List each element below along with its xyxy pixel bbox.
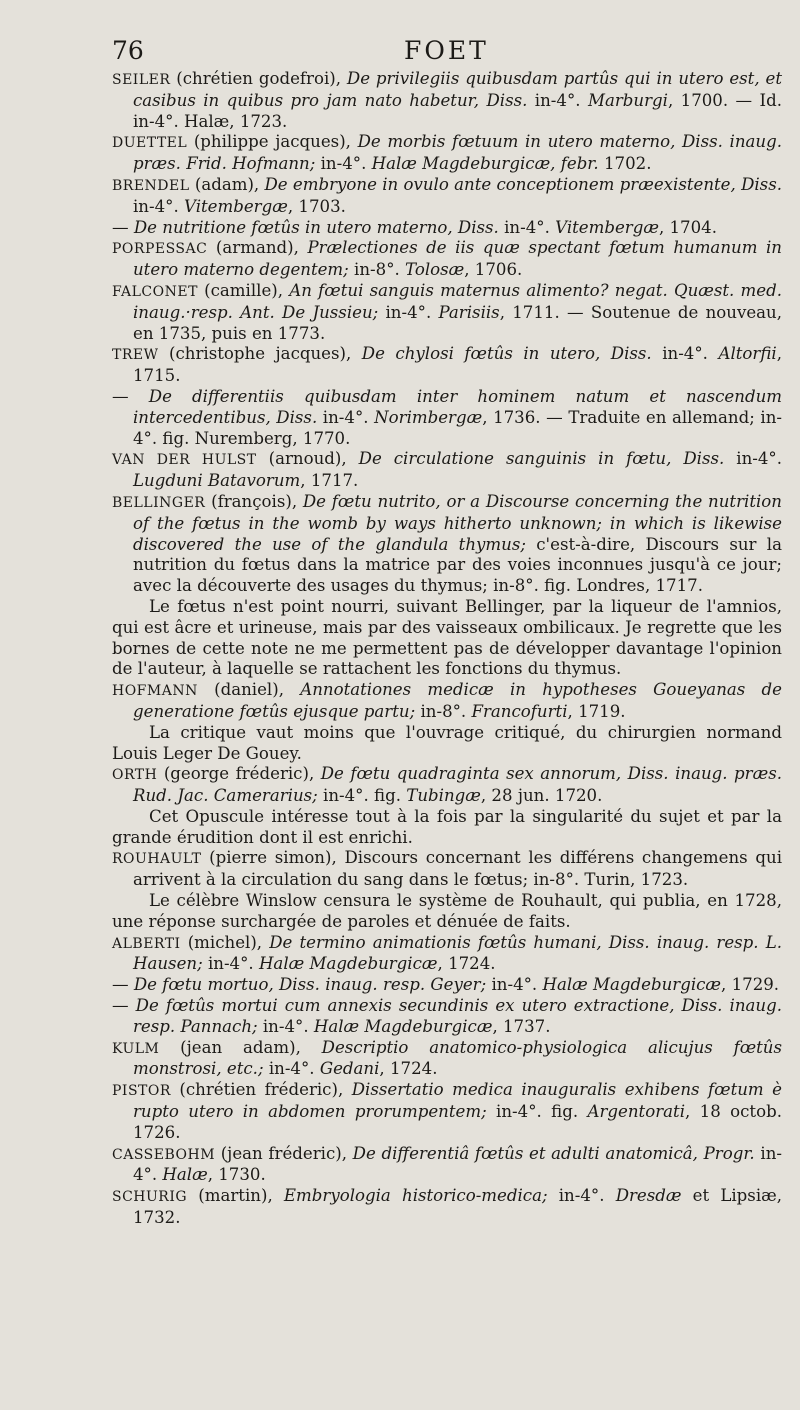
- bibliography-entry: [112, 238, 782, 281]
- commentary-note: [112, 723, 782, 765]
- note-text: Le célèbre Winslow censura le système de Rouhault, qui publia, en 1728, une réponse surchargée de paroles et dénuée de faits.: [112, 891, 782, 931]
- publication-details: in-4°.: [486, 975, 543, 995]
- publication-date: , 1729.: [721, 975, 780, 995]
- bibliography-entry: [112, 848, 782, 891]
- author-name: PORPESSAC: [112, 241, 208, 258]
- work-title: De differentiâ fœtûs et adulti anatomicâ, Progr.: [352, 1143, 755, 1163]
- work-title: De nutritione fœtûs in utero materno, Diss.: [133, 217, 499, 237]
- publication-details: in-4°.: [133, 196, 185, 216]
- bibliography-entry: [112, 175, 782, 218]
- commentary-note: [112, 891, 782, 933]
- bibliography-entry: [112, 344, 782, 387]
- work-title: De morbis fœtuum in utero materno, Diss. inaug. præs. Frid. Hofmann;: [133, 132, 782, 174]
- author-name: HOFMANN: [112, 683, 198, 700]
- author-name: SCHURIG: [112, 1189, 188, 1206]
- publication-date: , 1703.: [287, 196, 346, 216]
- publication-date: , 18 octob. 1726.: [133, 1102, 782, 1142]
- publication-date: , 1717.: [300, 471, 359, 491]
- publication-place: Halæ Magdeburgicæ: [258, 954, 438, 974]
- author-given-name: (christophe jacques),: [158, 344, 362, 364]
- author-given-name: —: [112, 975, 134, 995]
- publication-details: in-4°. fig.: [486, 1102, 588, 1122]
- publication-details: in-4°.: [498, 217, 556, 237]
- bibliography-entry: [112, 680, 782, 723]
- bibliography-entry: [112, 218, 782, 239]
- author-given-name: (camille),: [197, 280, 290, 300]
- publication-details: in-4°.: [651, 344, 719, 364]
- author-name: KULM: [112, 1040, 160, 1057]
- note-text: Le fœtus n'est point nourri, suivant Bellinger, par la liqueur de l'amnios, qui est âcre et urineuse, mais par des vaisseaux ombilicaux. Je regrette que les bornes de cette note ne me permettent pas de développer davantage l'opinion de l'auteur, à laquelle se rattachent les fonctions du thymus.: [112, 596, 782, 679]
- publication-place: Lugduni Batavorum: [133, 471, 301, 491]
- work-title: De circulatione sanguinis in fœtu, Diss.: [358, 449, 725, 469]
- publication-place: Vitembergæ: [184, 196, 288, 216]
- work-title: De fœtûs mortui cum annexis secundinis ex utero extractione, Diss. inaug. resp. Pannach;: [133, 996, 782, 1036]
- publication-date: 1702.: [598, 154, 652, 174]
- author-given-name: (daniel),: [197, 680, 301, 700]
- publication-details: c'est-à-dire, Discours sur la nutrition du fœtus dans la matrice par des voies inconnues jusqu'à ce jour; avec la découverte des usages du thymus; in-8°. fig. Londres, 1717.: [133, 534, 782, 596]
- page-number: 76: [112, 36, 144, 65]
- publication-date: , 1737.: [492, 1016, 551, 1036]
- bibliography-entry: [112, 996, 782, 1038]
- work-title: Embryologia historico-medica;: [283, 1186, 548, 1206]
- bibliography-entry: [112, 1080, 782, 1143]
- author-given-name: (armand),: [207, 238, 308, 258]
- publication-date: , 1706.: [464, 260, 523, 280]
- author-given-name: (pierre simon),: [201, 848, 345, 868]
- bibliography-entry: [112, 132, 782, 175]
- author-given-name: (michel),: [180, 932, 270, 952]
- work-title: De fœtu quadraginta sex annorum, Diss. inaug. præs. Rud. Jac. Camerarius;: [133, 764, 782, 806]
- author-given-name: (jean fréderic),: [215, 1143, 353, 1163]
- publication-date: , 28 jun. 1720.: [480, 786, 603, 806]
- bibliography-entry: [112, 933, 782, 976]
- publication-place: Argentorati: [587, 1102, 686, 1122]
- author-given-name: (martin),: [187, 1186, 284, 1206]
- work-title: De termino animationis fœtûs humani, Diss. inaug. resp. L. Hausen;: [133, 932, 782, 974]
- author-name: PISTOR: [112, 1083, 171, 1100]
- author-given-name: (george fréderic),: [157, 764, 321, 784]
- author-given-name: —: [112, 996, 136, 1016]
- author-name: ORTH: [112, 767, 158, 784]
- bibliography-entry: [112, 69, 782, 132]
- commentary-note: [112, 597, 782, 680]
- work-title: Annotationes medicæ in hypotheses Goueyanas de generatione fœtûs ejusque partu;: [133, 680, 782, 721]
- publication-place: Tubingæ: [406, 786, 481, 806]
- work-title: De privilegiis quibusdam partûs qui in utero est, et casibus in quibus pro jam nato habetur, Diss.: [133, 69, 782, 110]
- page-header: [0, 36, 800, 70]
- publication-details: in-4°.: [378, 302, 439, 322]
- bibliography-entry: [112, 975, 782, 996]
- work-title: De fœtu nutrito, or a Discourse concerning the nutrition of the fœtus in the womb by ways hitherto unknown; in which is likewise discovered the use of the glandula thymus;: [133, 491, 782, 554]
- publication-place: Francofurti: [471, 701, 568, 721]
- bibliography-entry: [112, 387, 782, 449]
- publication-place: Halæ Magdeburgicæ, febr.: [371, 154, 599, 174]
- bibliography-text: [112, 69, 782, 1229]
- publication-details: in-4°.: [263, 1059, 320, 1079]
- work-title: Prælectiones de iis quæ spectant fœtum humanum in utero materno degentem;: [133, 238, 782, 280]
- author-given-name: (arnoud),: [256, 449, 359, 469]
- author-given-name: (françois),: [205, 491, 303, 511]
- publication-details: in-4°.: [724, 449, 782, 469]
- author-name: DUETTEL: [112, 135, 188, 152]
- publication-date: , 1700. — Id. in-4°. Halæ, 1723.: [133, 90, 783, 131]
- author-name: TREW: [112, 347, 159, 364]
- commentary-note: [112, 807, 782, 849]
- author-name: ROUHAULT: [112, 851, 202, 868]
- publication-place: Halæ Magdeburgicæ: [313, 1016, 493, 1036]
- publication-place: Parisiis: [438, 302, 500, 322]
- publication-details: in-4°.: [202, 954, 259, 974]
- bibliography-entry: [112, 1186, 782, 1229]
- publication-date: , 1711. — Soutenue de nouveau, en 1735, puis en 1773.: [133, 302, 782, 343]
- work-title: Descriptio anatomico-physiologica alicujus fœtûs monstrosi, etc.;: [133, 1037, 782, 1079]
- publication-place: Gedani: [319, 1059, 380, 1079]
- publication-place: Dresdæ: [615, 1186, 682, 1206]
- author-given-name: —: [112, 386, 149, 406]
- note-text: Cet Opuscule intéresse tout à la fois par la singularité du sujet et par la grande érudition dont il est enrichi.: [112, 806, 782, 847]
- work-title: De chylosi fœtûs in utero, Diss.: [361, 344, 652, 364]
- author-name: BRENDEL: [112, 177, 190, 194]
- work-title: De fœtu mortuo, Diss. inaug. resp. Geyer;: [133, 975, 487, 995]
- author-given-name: (philippe jacques),: [187, 132, 358, 152]
- author-name: FALCONET: [112, 283, 198, 300]
- author-given-name: (chrétien fréderic),: [170, 1080, 352, 1100]
- publication-details: in-4°.: [257, 1016, 314, 1036]
- author-given-name: (adam),: [189, 174, 265, 194]
- bibliography-entry: [112, 449, 782, 492]
- publication-date: , 1730.: [207, 1165, 266, 1185]
- author-name: VAN DER HULST: [112, 452, 257, 469]
- bibliography-entry: [112, 764, 782, 807]
- publication-details: in-4°.: [547, 1186, 616, 1206]
- author-given-name: (jean adam),: [159, 1037, 322, 1057]
- publication-details: Discours concernant les différens changemens qui arrivent à la circulation du sang dans le fœtus; in-8°. Turin, 1723.: [133, 848, 782, 890]
- publication-place: Marburgi: [587, 90, 668, 110]
- work-title: De embryone in ovulo ante conceptionem præexistente, Diss.: [264, 174, 782, 194]
- publication-place: Altorfii: [718, 344, 777, 364]
- publication-details: in-4°. fig.: [317, 786, 407, 806]
- publication-date: , 1724.: [437, 954, 496, 974]
- author-given-name: —: [112, 217, 134, 237]
- publication-date: , 1715.: [133, 344, 783, 386]
- publication-place: Norimbergæ: [374, 407, 483, 427]
- publication-place: Tolosæ: [405, 260, 465, 280]
- publication-details: in-4°.: [315, 154, 372, 174]
- publication-place: Vitembergæ: [555, 217, 659, 237]
- publication-date: , 1719.: [567, 701, 626, 721]
- note-text: La critique vaut moins que l'ouvrage critiqué, du chirurgien normand Louis Leger De Gouey.: [112, 722, 782, 763]
- publication-date: , 1724.: [379, 1059, 438, 1079]
- running-head: FOET: [404, 36, 489, 65]
- publication-place: Halæ Magdeburgicæ: [542, 975, 722, 995]
- work-title: An fœtui sanguis maternus alimento? negat. Quæst. med. inaug.·resp. Ant. De Jussieu;: [133, 280, 783, 322]
- author-given-name: (chrétien godefroi),: [170, 69, 347, 88]
- publication-details: in-4°.: [527, 90, 588, 110]
- work-title: Dissertatio medica inauguralis exhibens fœtum è rupto utero in abdomen prorumpentem;: [133, 1080, 782, 1122]
- publication-details: in-8°.: [348, 260, 406, 280]
- publication-date: , 1704.: [658, 217, 718, 237]
- publication-details: in-8°.: [415, 701, 472, 721]
- work-title: De differentiis quibusdam inter hominem natum et nascendum intercedentibus, Diss.: [133, 386, 782, 427]
- publication-date: et Lipsiæ, 1732.: [133, 1186, 783, 1228]
- publication-place: Halæ: [162, 1165, 208, 1185]
- author-name: CASSEBOHM: [112, 1146, 216, 1163]
- bibliography-entry: [112, 1144, 782, 1187]
- publication-date: , 1736. — Traduite en allemand; in-4°. fig. Nuremberg, 1770.: [133, 407, 783, 448]
- bibliography-entry: [112, 492, 782, 597]
- bibliography-entry: [112, 1038, 782, 1081]
- bibliography-entry: [112, 281, 782, 344]
- author-name: SEILER: [112, 72, 171, 88]
- publication-details: in-4°.: [133, 1143, 782, 1185]
- author-name: BELLINGER: [112, 494, 206, 511]
- author-name: ALBERTI: [112, 935, 181, 952]
- publication-details: in-4°.: [317, 407, 375, 427]
